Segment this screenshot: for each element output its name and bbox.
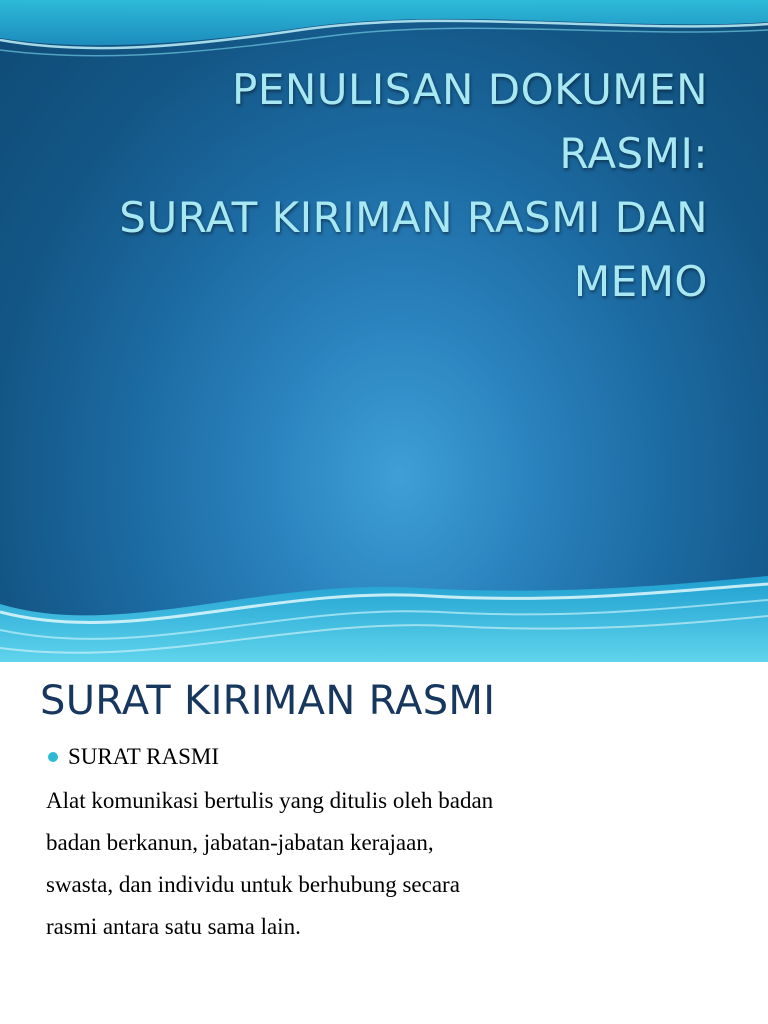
title-line: RASMI: bbox=[559, 129, 708, 178]
slide-title bbox=[58, 58, 708, 314]
body-line: Alat komunikasi bertulis yang ditulis oleh badan bbox=[46, 788, 494, 813]
title-line: SURAT KIRIMAN RASMI DAN bbox=[119, 193, 708, 242]
title-line: MEMO bbox=[573, 257, 708, 306]
title-line: PENULISAN DOKUMEN bbox=[232, 65, 708, 114]
body-line: swasta, dan individu untuk berhubung secara bbox=[46, 872, 460, 897]
content-slide bbox=[0, 662, 768, 1024]
body-paragraph bbox=[46, 780, 666, 948]
bullet-label: SURAT RASMI bbox=[68, 744, 220, 769]
bullet-item bbox=[48, 744, 219, 770]
bullet-dot-icon bbox=[48, 752, 58, 762]
slide-heading: SURAT KIRIMAN RASMI bbox=[40, 678, 496, 724]
body-line: rasmi antara satu sama lain. bbox=[46, 914, 301, 939]
body-line: badan berkanun, jabatan-jabatan kerajaan, bbox=[46, 830, 434, 855]
